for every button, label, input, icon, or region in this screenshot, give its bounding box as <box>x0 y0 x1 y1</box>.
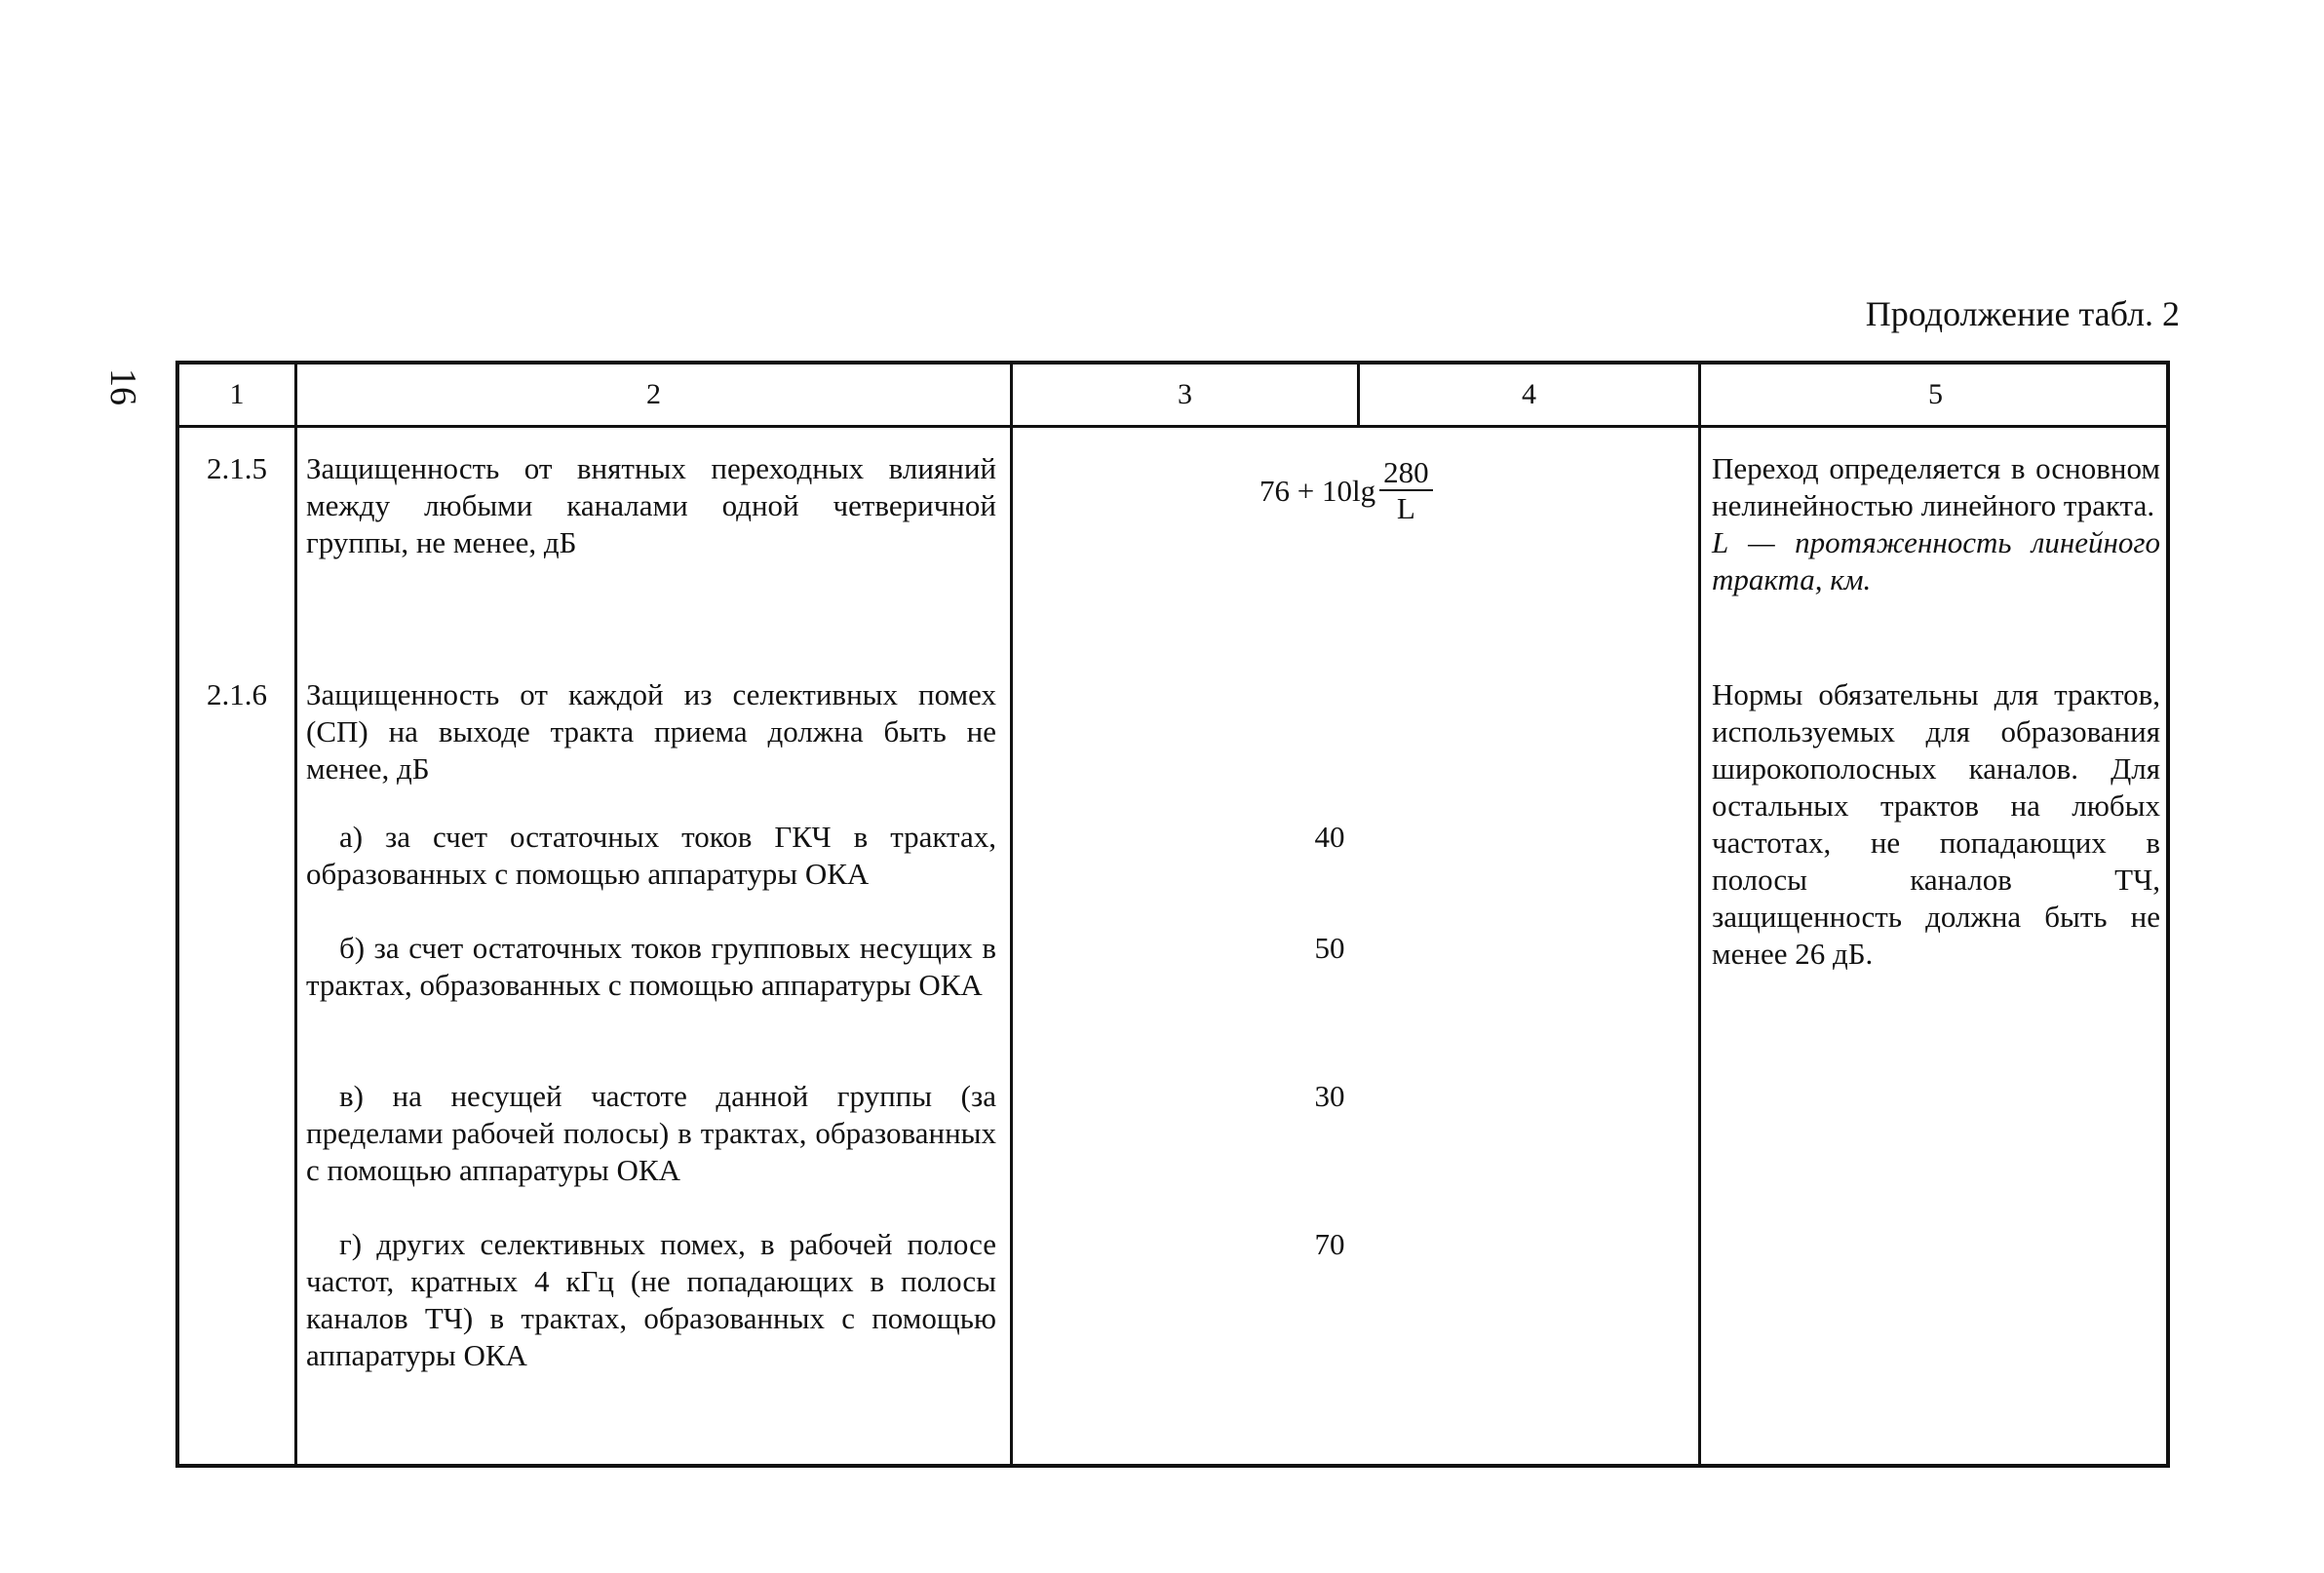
subitem-text: в) на несущей частоте данной группы (за пределами рабочей полосы) в трактах, образованных с помощью аппаратуры ОКА <box>306 1079 996 1187</box>
row-note <box>1712 450 2160 598</box>
row-note: Нормы обязательны для трактов, используемых для образования широкополосных каналов. Для остальных трактов на любых частотах, не попадающих в полосы каналов ТЧ, защищенность должна быть не менее 26 дБ. <box>1712 677 2160 971</box>
formula-denominator: L <box>1396 491 1415 525</box>
row-description: Защищенность от внятных переходных влияний между любыми каналами одной четверичной группы, не менее, дБ <box>306 451 996 559</box>
subitem-text: а) за счет остаточных токов ГКЧ в трактах, образованных с помощью аппаратуры ОКА <box>306 820 996 891</box>
column-divider <box>1010 364 1013 1464</box>
header-cell-1: 1 <box>229 378 245 410</box>
note-line: Переход определяется в основном нелинейностью линейного тракта. <box>1712 451 2160 522</box>
column-divider <box>1698 364 1701 1464</box>
subitem-text: б) за счет остаточных токов групповых несущих в трактах, образованных с помощью аппаратуры ОКА <box>306 931 996 1002</box>
subitem-value: 70 <box>1314 1227 1345 1261</box>
subitem-value: 30 <box>1314 1079 1345 1113</box>
formula-numerator: 280 <box>1379 456 1433 491</box>
formula-prefix: 76 + 10lg <box>1259 474 1376 508</box>
row-number: 2.1.6 <box>207 677 267 711</box>
norms-table <box>175 361 2170 1468</box>
formula-fraction <box>1379 456 1433 526</box>
row-description: Защищенность от каждой из селективных помех (СП) на выходе тракта приема должна быть не менее, дБ <box>306 677 996 786</box>
header-cell-4: 4 <box>1522 378 1536 410</box>
table-caption: Продолжение табл. 2 <box>1865 294 2180 333</box>
row-number: 2.1.5 <box>207 451 267 485</box>
subitem-text: г) других селективных помех, в рабочей полосе частот, кратных 4 кГц (не попадающих в полосы каналов ТЧ) в трактах, образованных с помощью аппаратуры ОКА <box>306 1227 996 1372</box>
subitem-value: 40 <box>1314 820 1345 854</box>
column-divider <box>294 364 297 1464</box>
page-number: 16 <box>102 368 143 405</box>
formula <box>1259 456 1433 526</box>
note-line: L — протяженность линейного тракта, км. <box>1712 525 2160 596</box>
header-divider <box>179 425 2166 428</box>
header-cell-3: 3 <box>1178 378 1192 410</box>
header-cell-5: 5 <box>1928 378 1943 410</box>
subitem-value: 50 <box>1314 931 1345 965</box>
header-cell-2: 2 <box>646 378 661 410</box>
